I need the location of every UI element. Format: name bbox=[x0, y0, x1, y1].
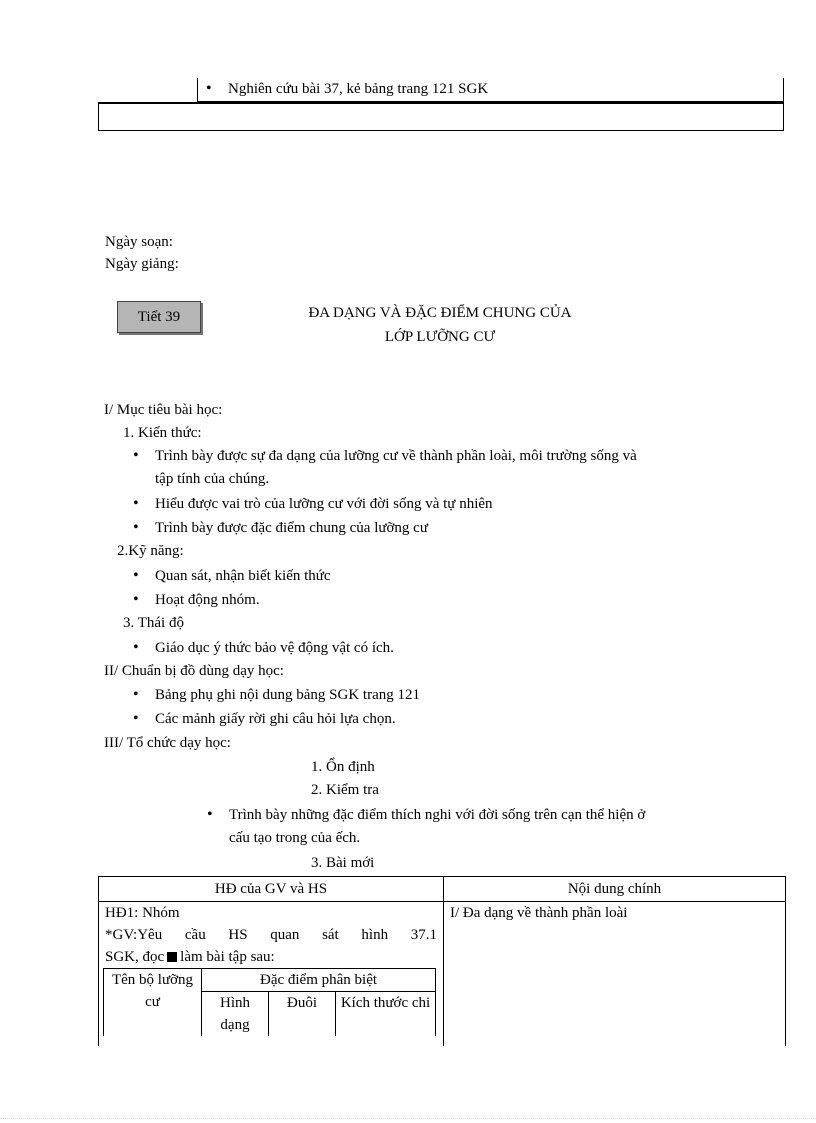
prep-bullet-2: • Các mảnh giấy rời ghi câu hỏi lựa chọn. bbox=[155, 709, 396, 729]
inner-header-group: Đặc điểm phân biệt bbox=[202, 969, 436, 992]
lesson-activity-table bbox=[98, 876, 786, 1046]
ngay-giang-label: Ngày giảng: bbox=[105, 256, 179, 272]
square-bullet-icon bbox=[167, 952, 177, 962]
inner-header-tail: Đuôi bbox=[269, 992, 336, 1037]
section1-heading: I/ Mục tiêu bài học: bbox=[104, 402, 223, 418]
inner-header-order-name: Tên bộ lưỡng cư bbox=[104, 969, 202, 1037]
table-header-activities: HĐ của GV và HS bbox=[99, 877, 444, 902]
activities-cell bbox=[99, 902, 444, 1047]
knowledge-bullet-1-cont: tập tính của chúng. bbox=[155, 471, 270, 487]
lesson-number-badge: Tiết 39 bbox=[117, 301, 201, 333]
skills-bullet-1: • Quan sát, nhận biết kiến thức bbox=[155, 566, 331, 586]
knowledge-bullet-2: • Hiểu được vai trò của lưỡng cư với đời sống và tự nhiên bbox=[155, 494, 493, 514]
knowledge-bullet-1: • Trình bày được sự đa dạng của lưỡng cư về thành phần loài, môi trường sống và bbox=[155, 446, 637, 466]
content-heading: I/ Đa dạng về thành phần loài bbox=[450, 905, 628, 921]
attitude-bullet-1: • Giáo dục ý thức bảo vệ động vật có ích. bbox=[155, 638, 394, 658]
activity-instruction-b: làm bài tập sau: bbox=[180, 949, 275, 965]
content-cell bbox=[444, 902, 786, 1047]
skills-bullet-2: • Hoạt động nhóm. bbox=[155, 590, 260, 610]
step-3-bai-moi: 3. Bài mới bbox=[311, 855, 375, 871]
activity-title: HĐ1: Nhóm bbox=[105, 905, 180, 921]
page-bottom-divider bbox=[0, 1118, 816, 1119]
lesson-title-line2: LỚP LƯỠNG CƯ bbox=[384, 329, 496, 345]
ngay-soan-label: Ngày soạn: bbox=[105, 234, 173, 250]
attitude-heading: 3. Thái độ bbox=[123, 615, 184, 631]
amphibian-order-table bbox=[103, 968, 436, 1036]
check-question-cont: cấu tạo trong của ếch. bbox=[229, 830, 361, 846]
activity-instruction-a: SGK, đọc bbox=[105, 949, 165, 965]
table-header-content: Nội dung chính bbox=[444, 877, 786, 902]
lesson-title-line1: ĐA DẠNG VÀ ĐẶC ĐIỂM CHUNG CỦA bbox=[308, 305, 572, 321]
carryover-item: • Nghiên cứu bài 37, kẻ bảng trang 121 SGK bbox=[228, 79, 488, 99]
section3-heading: III/ Tổ chức dạy học: bbox=[104, 735, 231, 751]
section2-heading: II/ Chuẩn bị đồ dùng dạy học: bbox=[104, 663, 284, 679]
inner-header-shape: Hình dạng bbox=[202, 992, 269, 1037]
inner-header-limb-size: Kích thước chi bbox=[336, 992, 436, 1037]
knowledge-heading: 1. Kiến thức: bbox=[123, 425, 202, 441]
prep-bullet-1: • Bảng phụ ghi nội dung bảng SGK trang 121 bbox=[155, 685, 420, 705]
step-1-on-dinh: 1. Ổn định bbox=[311, 759, 375, 775]
check-question: • Trình bày những đặc điểm thích nghi với đời sống trên cạn thể hiện ở bbox=[229, 805, 645, 825]
carryover-table-row bbox=[197, 78, 784, 102]
carryover-table-empty-row bbox=[98, 102, 784, 131]
skills-heading: 2.Kỹ năng: bbox=[117, 543, 184, 559]
knowledge-bullet-3: • Trình bày được đặc điểm chung của lưỡng cư bbox=[155, 518, 428, 538]
activity-instruction: *GV:Yêu cầu HS quan sát hình 37.1 bbox=[105, 927, 437, 943]
step-2-kiem-tra: 2. Kiểm tra bbox=[311, 782, 379, 798]
